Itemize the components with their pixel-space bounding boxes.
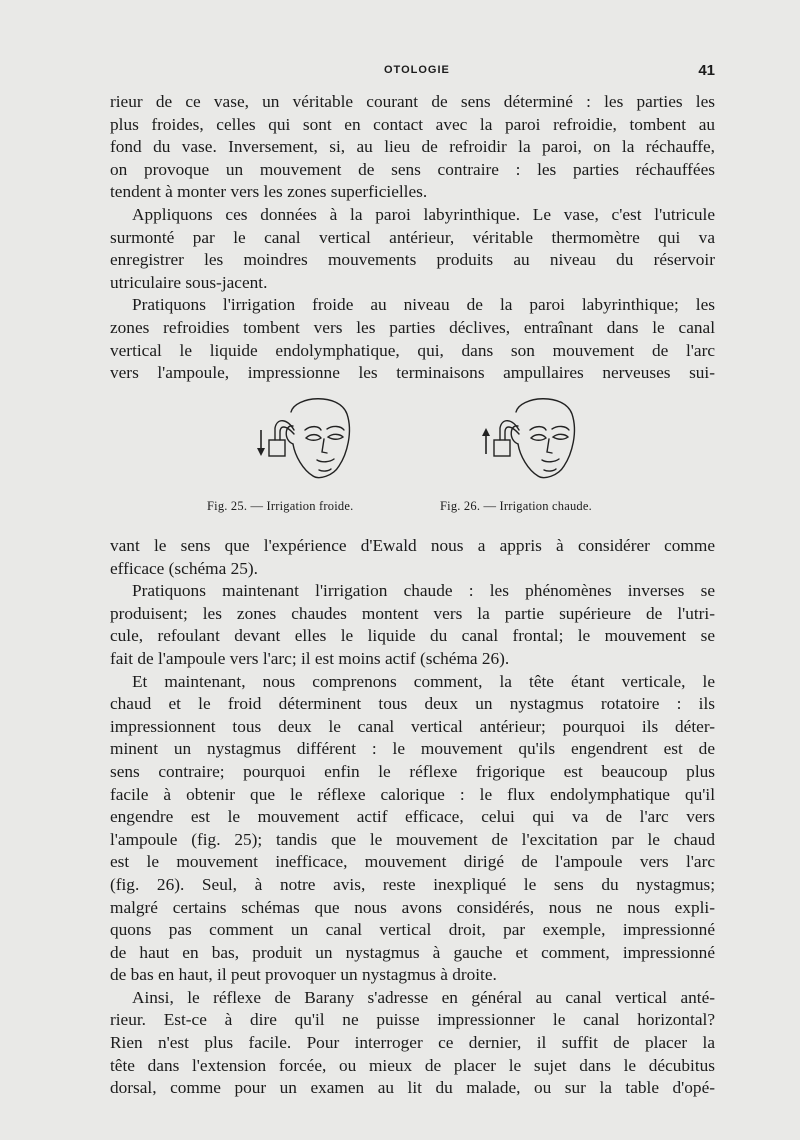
text-line: engendre est le mouvement actif efficace, celui qui va de l'arc vers: [110, 807, 715, 827]
text-line: minent un nystagmus différent : le mouvement qu'ils engendrent est de: [110, 739, 715, 759]
running-title: OTOLOGIE: [384, 64, 450, 76]
figures-row: [110, 392, 715, 522]
text-line: utriculaire sous-jacent.: [110, 272, 268, 292]
text-line: Et maintenant, nous comprenons comment, la tête étant verticale, le: [132, 671, 715, 691]
text-line: dorsal, comme pour un examen au lit du malade, ou sur la table d'opé-: [110, 1078, 715, 1098]
text-line: quons pas comment un canal vertical droit, par exemple, impressionné: [110, 920, 715, 940]
body-text-bottom: [110, 535, 715, 1100]
figure-26: [432, 392, 672, 522]
text-line: on provoque un mouvement de sens contraire : les parties réchauffées: [110, 159, 715, 179]
text-line: vant le sens que l'expérience d'Ewald nous a appris à considérer comme: [110, 536, 715, 555]
text-line: Pratiquons l'irrigation froide au niveau de la paroi labyrinthique; les: [132, 295, 715, 315]
text-line: de haut en bas, produit un nystagmus à gauche et comment, impressionné: [110, 942, 715, 962]
text-line: sens contraire; pourquoi enfin le réflexe frigorique est beaucoup plus: [110, 761, 715, 781]
text-line: efficace (schéma 25).: [110, 558, 258, 578]
text-line: Ainsi, le réflexe de Barany s'adresse en général au canal vertical anté-: [132, 987, 715, 1007]
text-line: chaud et le froid déterminent tous deux un nystagmus rotatoire : ils: [110, 694, 715, 714]
body-text-top: [110, 91, 715, 385]
text-line: de bas en haut, il peut provoquer un nystagmus à droite.: [110, 965, 497, 985]
figure-25: [207, 392, 447, 522]
page-header: [110, 62, 715, 82]
text-line: Rien n'est plus facile. Pour interroger ce dernier, il suffit de placer la: [110, 1033, 715, 1053]
figure-caption: Fig. 25. — Irrigation froide.: [207, 499, 354, 513]
page-number: 41: [698, 62, 715, 79]
arrow-up-icon: [482, 428, 490, 454]
figure-caption: Fig. 26. — Irrigation chaude.: [440, 499, 592, 513]
text-line: rieur. Est-ce à dire qu'il ne puisse impressionner le canal horizontal?: [110, 1010, 715, 1030]
text-line: (fig. 26). Seul, à notre avis, reste inexpliqué le sens du nystagmus;: [110, 874, 715, 894]
text-line: Pratiquons maintenant l'irrigation chaude : les phénomènes inverses se: [132, 581, 715, 601]
text-line: cule, refoulant devant elles le liquide du canal frontal; le mouvement se: [110, 626, 715, 646]
text-line: vertical le liquide endolymphatique, qui, dans son mouvement de l'arc: [110, 340, 715, 360]
text-line: Appliquons ces données à la paroi labyrinthique. Le vase, c'est l'utricule: [132, 204, 715, 224]
text-line: fait de l'ampoule vers l'arc; il est moins actif (schéma 26).: [110, 648, 510, 668]
head-irrigation-warm-illustration: [472, 392, 582, 488]
text-line: vers l'ampoule, impressionne les terminaisons ampullaires nerveuses sui-: [110, 363, 715, 383]
text-line: est le mouvement inefficace, mouvement dirigé de l'ampoule vers l'arc: [110, 852, 715, 872]
text-line: tête dans l'extension forcée, ou mieux de placer le sujet dans le décubitus: [110, 1055, 715, 1075]
text-line: facile à obtenir que le réflexe calorique : le flux endolymphatique qu'il: [110, 784, 715, 804]
text-line: surmonté par le canal vertical antérieur, véritable thermomètre qui va: [110, 227, 715, 247]
text-line: tendent à monter vers les zones superficielles.: [110, 182, 428, 202]
text-line: l'ampoule (fig. 25); tandis que le mouvement de l'excitation par le chaud: [110, 829, 715, 849]
text-line: enregistrer les moindres mouvements produits au niveau du réservoir: [110, 250, 715, 270]
text-line: impressionnent tous deux le canal vertical antérieur; pourquoi ils déter-: [110, 716, 715, 736]
text-line: malgré certains schémas que nous avons considérés, nous ne nous expli-: [110, 897, 715, 917]
head-irrigation-cold-illustration: [247, 392, 357, 488]
text-line: produisent; les zones chaudes montent vers la partie supérieure de l'utri-: [110, 603, 715, 623]
arrow-down-icon: [257, 430, 265, 456]
text-line: rieur de ce vase, un véritable courant de sens déterminé : les parties les: [110, 92, 715, 111]
text-line: zones refroidies tombent vers les parties déclives, entraînant dans le canal: [110, 317, 715, 337]
text-line: plus froides, celles qui sont en contact avec la paroi refroidie, tombent au: [110, 114, 715, 134]
text-line: fond du vase. Inversement, si, au lieu de refroidir la paroi, on la réchauffe,: [110, 137, 715, 157]
